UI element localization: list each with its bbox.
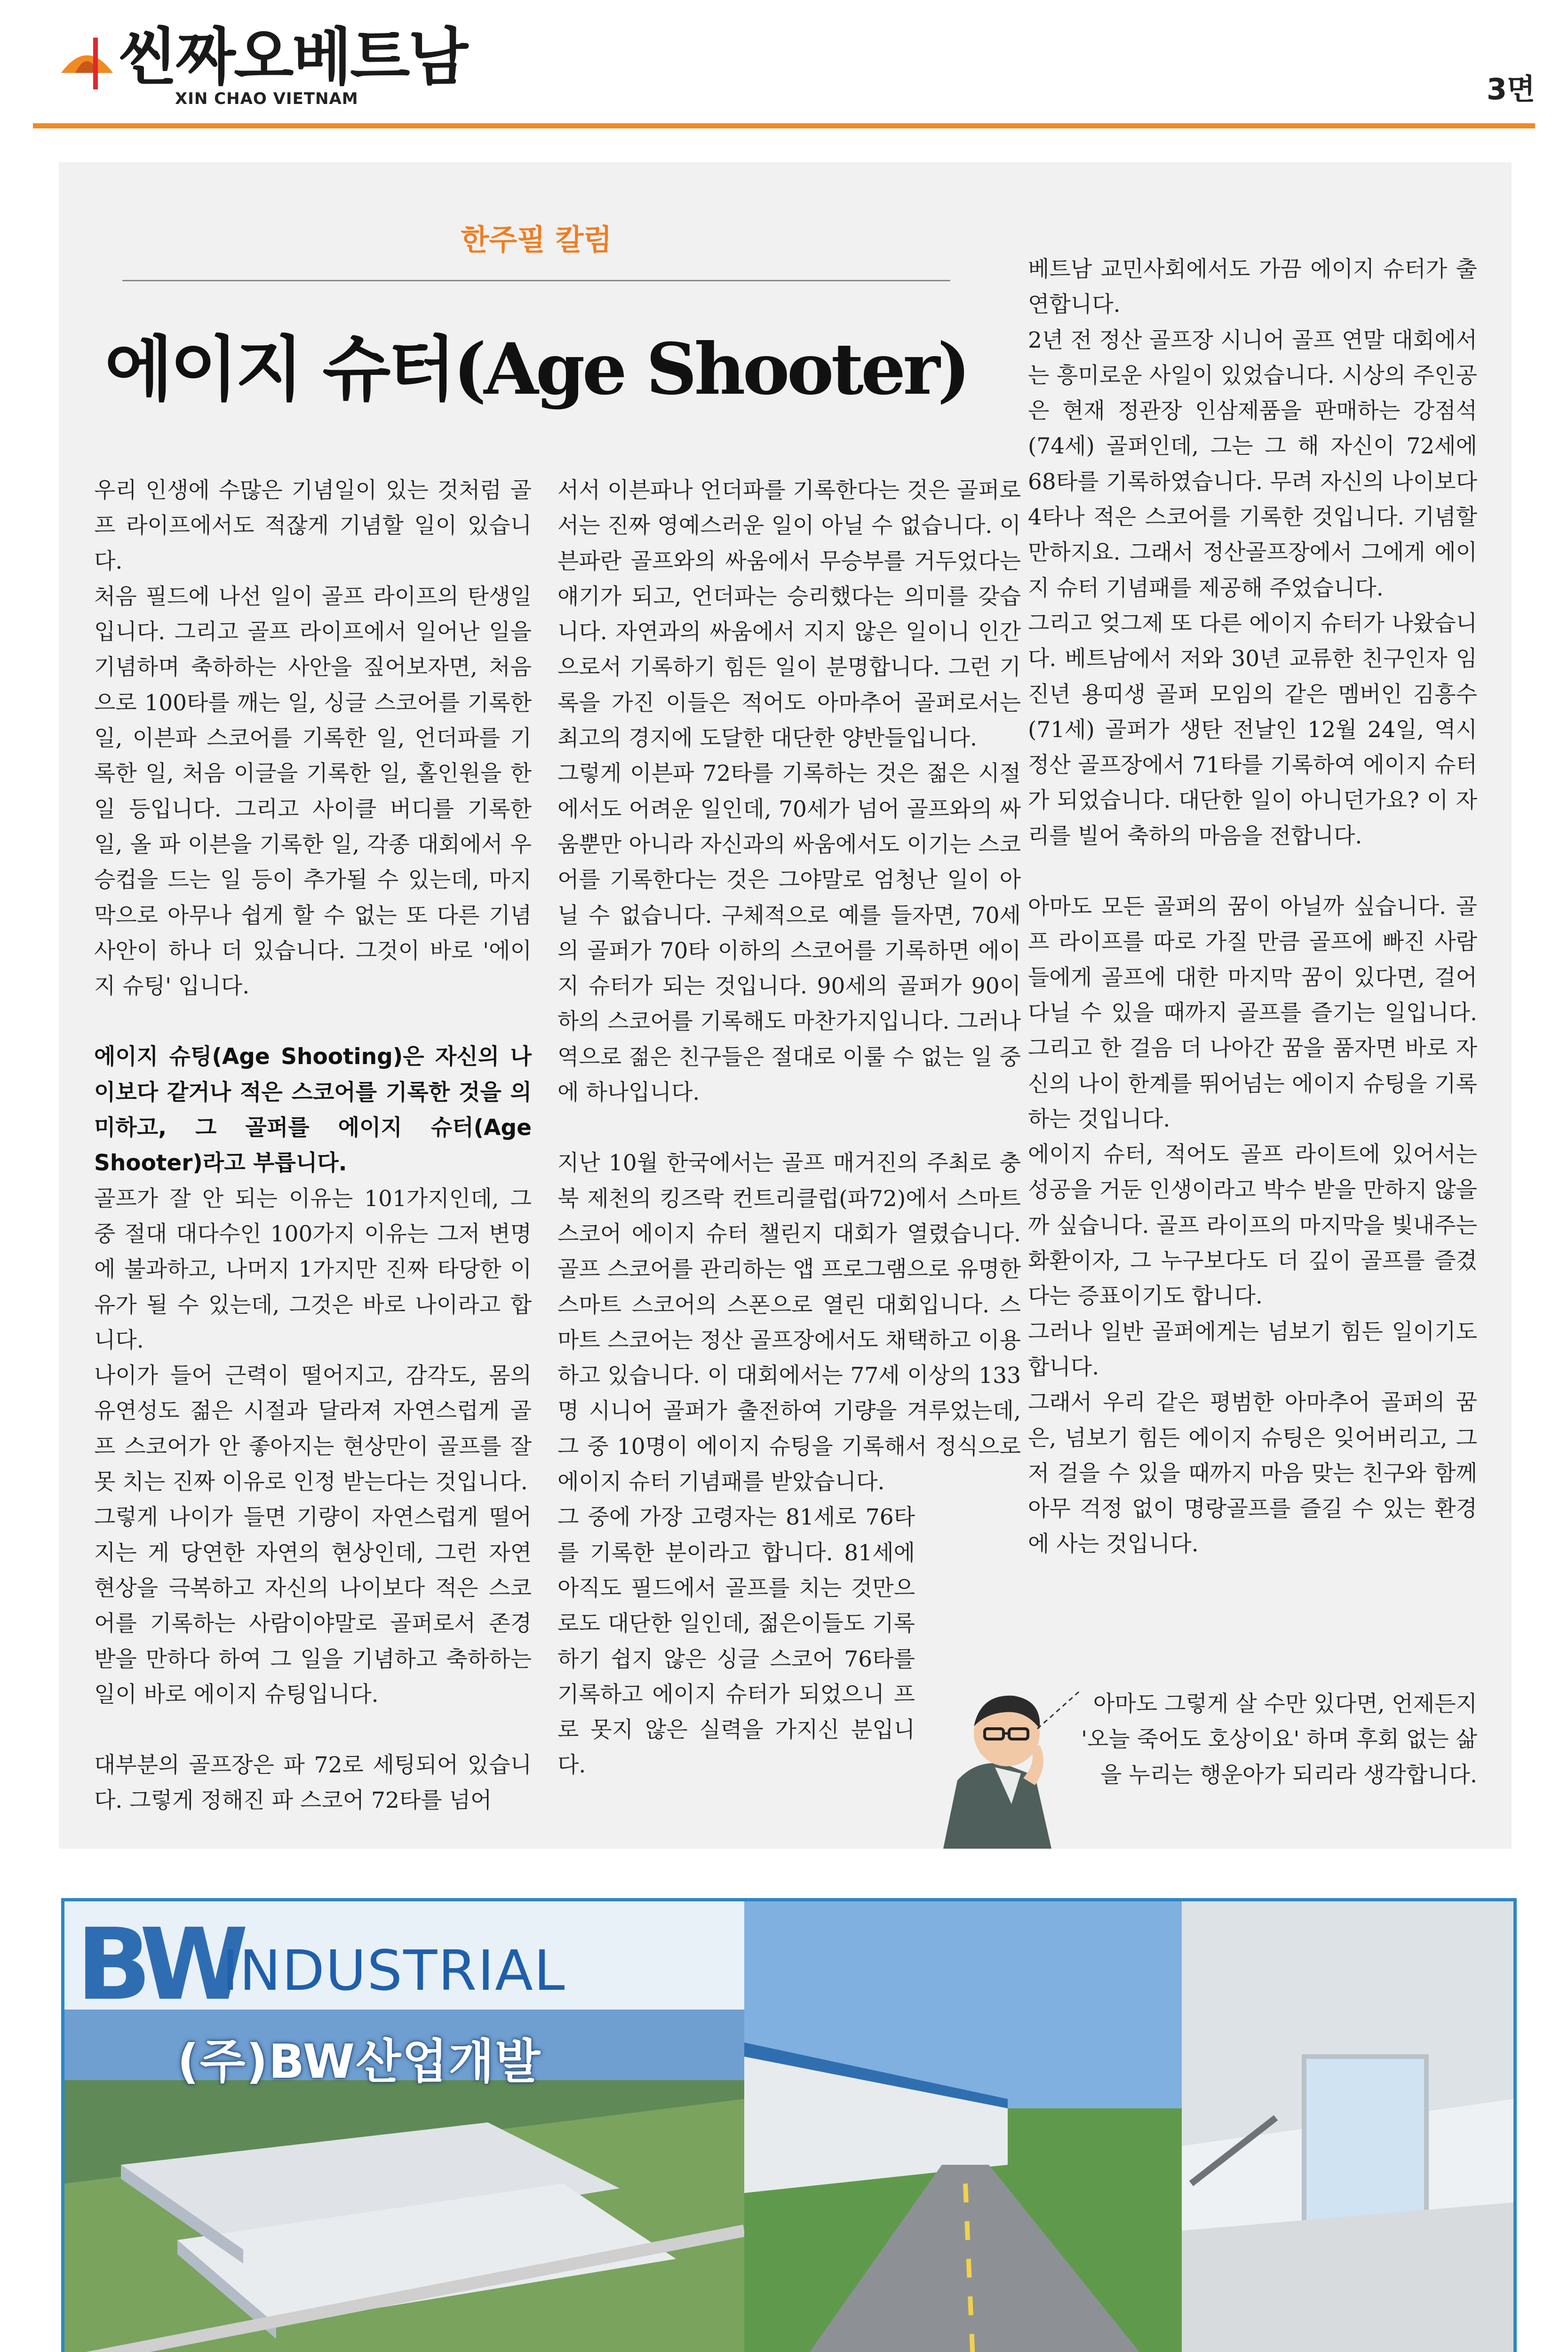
thinking-man-illustration — [924, 1663, 1094, 1849]
company-name: (주)BW산업개발 — [177, 2034, 541, 2089]
paragraph: 아마도 모든 골퍼의 꿈이 아닐까 싶습니다. 골프 라이프를 따로 가질 만큼 골프에 빠진 사람들에게 골프에 대한 마지막 꿈이 있다면, 걸어 다닐 수 있을 때까지 골프를 즐기는 일입니다. 그리고 한 걸음 더 나아간 꿈을 품자면 바로 자신의 나이 한계를 뛰어넘는 에이지 슈팅을 기록하는 것입니다. — [1028, 894, 1477, 1132]
paragraph: 지난 10월 한국에서는 골프 매거진의 주최로 충북 제천의 킹즈락 컨트리클럽(파72)에서 스마트 스코어 에이지 슈터 챌린지 대회가 열렸습니다. 골프 스코어를 관리하는 앱 프로그램으로 유명한 스마트 스코어의 스폰으로 열린 대회입니다. 스마트 스코어는 정산 골프장에서도 채택하고 이용하고 있습니다. 이 대회에서는 77세 이상의 133명 시니어 골퍼가 출전하여 기량을 겨루었는데, 그 중 10명이 에이지 슈팅을 기록해서 정식으로 에이지 슈터 기념패를 받았습니다. — [557, 1150, 1021, 1495]
paragraph: 베트남 교민사회에서도 가끔 에이지 슈터가 출연합니다. — [1028, 256, 1477, 318]
industrial-road-photo — [744, 1901, 1182, 2352]
bw-logo-wordmark: INDUSTRIAL — [222, 1938, 566, 2003]
paragraph: 2년 전 정산 골프장 시니어 골프 연말 대회에서는 흥미로운 사일이 있었습니다. 시상의 주인공은 현재 정관장 인삼제품을 판매하는 강점석(74세) 골퍼인데, 그는 그 해 자신이 72세에 68타를 기록하였습니다. 무려 자신의 나이보다 4타나 적은 스코어를 기록한 것입니다. 기념할 만하지요. 그래서 정산골프장에서 그에게 에이지 슈터 기념패를 제공해 주었습니다. — [1028, 327, 1477, 601]
article-column-1 — [94, 473, 532, 1819]
paragraph: 그러나 일반 골퍼에게는 넘보기 힘든 일이기도 합니다. — [1028, 1319, 1477, 1380]
paragraph: 그리고 엊그제 또 다른 에이지 슈터가 나왔습니다. 베트남에서 저와 30년 교류한 친구인자 임진년 용띠생 골퍼 모임의 같은 멤버인 김흥수(71세) 골퍼가 생탄 전날인 12월 24일, 역시 정산 골프장에서 71타를 기록하여 에이지 슈터가 되었습니다. 대단한 일이 아니던가요? 이 자리를 빌어 축하의 마음을 전합니다. — [1028, 610, 1477, 849]
column-kicker: 한주필 칼럼 — [461, 222, 612, 257]
bw-industrial-advertisement[interactable] — [61, 1898, 1517, 2352]
logo-wordmark: 씬짜오베트남 — [118, 21, 467, 94]
paragraph: 골프가 잘 안 되는 이유는 101가지인데, 그 중 절대 대다수인 100가지 이유는 그저 변명에 불과하고, 나머지 1가지만 진짜 타당한 이유가 될 수 있는데, 그것은 바로 나이라고 합니다. — [94, 1185, 532, 1353]
paragraph: 그렇게 이븐파 72타를 기록하는 것은 젊은 시절에서도 어려운 일인데, 70세가 넘어 골프와의 싸움뿐만 아니라 자신과의 싸움에서도 이기는 스코어를 기록한다는 것은 그야말로 엄청난 일이 아닐 수 없습니다. 구체적으로 예를 들자면, 70세의 골퍼가 70타 이하의 스코어를 기록하면 에이지 슈터가 되는 것입니다. 90세의 골퍼가 90이하의 스코어를 기록해도 마찬가지입니다. 그러나 역으로 젊은 친구들은 절대로 이룰 수 없는 일 중에 하나입니다. — [557, 761, 1021, 1106]
factory-interior-photo — [1182, 1901, 1513, 2352]
paragraph: 그래서 우리 같은 평범한 아마추어 골퍼의 꿈은, 넘보기 힘든 에이지 슈팅은 잊어버리고, 그저 걸을 수 있을 때까지 마음 맞는 친구와 함께 아무 걱정 없이 명랑골프를 즐길 수 있는 환경에 사는 것입니다. — [1028, 1390, 1477, 1557]
paragraph: 그 중에 가장 고령자는 81세로 76타를 기록한 분이라고 합니다. 81세에 아직도 필드에서 골프를 치는 것만으로도 대단한 일인데, 젊은이들도 기록하기 쉽지 않은 싱글 스코어 76타를 기록하고 에이지 슈터가 되었으니 프로 못지 않은 실력을 가지신 분입니다. — [557, 1504, 915, 1779]
logo-hat-icon — [56, 28, 118, 94]
column-article — [59, 162, 1512, 1849]
page-number: 3면 — [1486, 72, 1535, 106]
article-column-2 — [557, 473, 1021, 1783]
closing-paragraph: 아마도 그렇게 살 수만 있다면, 언제든지 '오늘 죽어도 호상이요' 하며 후회 없는 삶을 누리는 행운아가 되리라 생각합니다. — [1081, 1691, 1477, 1788]
kicker-divider — [122, 280, 950, 281]
masthead — [0, 0, 1568, 132]
logo-subtitle: XIN CHAO VIETNAM — [175, 89, 358, 108]
masthead-rule — [33, 123, 1535, 128]
paragraph: 처음 필드에 나선 일이 골프 라이프의 탄생일 입니다. 그리고 골프 라이프에서 일어난 일을 기념하며 축하하는 사안을 짚어보자면, 처음으로 100타를 깨는 일, 싱글 스코어를 기록한 일, 이븐파 스코어를 기록한 일, 언더파를 기록한 일, 처음 이글을 기록한 일, 홀인원을 한 일 등입니다. 그리고 사이클 버디를 기록한 일, 올 파 이븐을 기록한 일, 각종 대회에서 우승컵을 드는 일 등이 추가될 수 있는데, 마지막으로 아무나 쉽게 할 수 없는 또 다른 기념 사안이 하나 더 있습니다. 그것이 바로 '에이지 슈팅' 입니다. — [94, 583, 532, 1000]
article-headline: 에이지 슈터(Age Shooter) — [104, 328, 968, 411]
bw-logo-mark: BW — [76, 1907, 242, 2022]
paragraph: 에이지 슈터, 적어도 골프 라이트에 있어서는 성공을 거둔 인생이라고 박수 받을 만하지 않을까 싶습니다. 골프 라이프의 마지막을 빛내주는 화환이자, 그 누구보다도 더 깊이 골프를 즐겼다는 증표이기도 합니다. — [1028, 1142, 1477, 1310]
definition-paragraph: 에이지 슈팅(Age Shooting)은 자신의 나이보다 같거나 적은 스코어를 기록한 것을 의미하고, 그 골퍼를 에이지 슈터(Age Shooter)라고 부릅니다. — [94, 1044, 532, 1176]
paragraph: 대부분의 골프장은 파 72로 세팅되어 있습니다. 그렇게 정해진 파 스코어 72타를 넘어 — [94, 1752, 532, 1814]
paragraph: 나이가 들어 근력이 떨어지고, 감각도, 몸의 유연성도 젊은 시절과 달라져 자연스럽게 골프 스코어가 안 좋아지는 현상만이 골프를 잘못 치는 진짜 이유로 인정 받는다는 것입니다. — [94, 1363, 532, 1495]
paragraph: 서서 이븐파나 언더파를 기록한다는 것은 골퍼로서는 진짜 영예스러운 일이 아닐 수 없습니다. 이븐파란 골프와의 싸움에서 무승부를 거두었다는 얘기가 되고, 언더파는 승리했다는 의미를 갖습니다. 자연과의 싸움에서 지지 않은 일이니 인간으로서 기록하기 힘든 일이 분명합니다. 그런 기록을 가진 이들은 적어도 아마추어 골퍼로서는 최고의 경지에 도달한 대단한 양반들입니다. — [557, 477, 1021, 752]
article-column-3 — [1028, 252, 1477, 1562]
paragraph: 그렇게 나이가 들면 기량이 자연스럽게 떨어지는 게 당연한 자연의 현상인데, 그런 자연 현상을 극복하고 자신의 나이보다 적은 스코어를 기록하는 사람이야말로 골퍼로서 존경 받을 만하다 하여 그 일을 기념하고 축하하는 일이 바로 에이지 슈팅입니다. — [94, 1504, 532, 1708]
paragraph: 우리 인생에 수많은 기념일이 있는 것처럼 골프 라이프에서도 적잖게 기념할 일이 있습니다. — [94, 477, 532, 574]
